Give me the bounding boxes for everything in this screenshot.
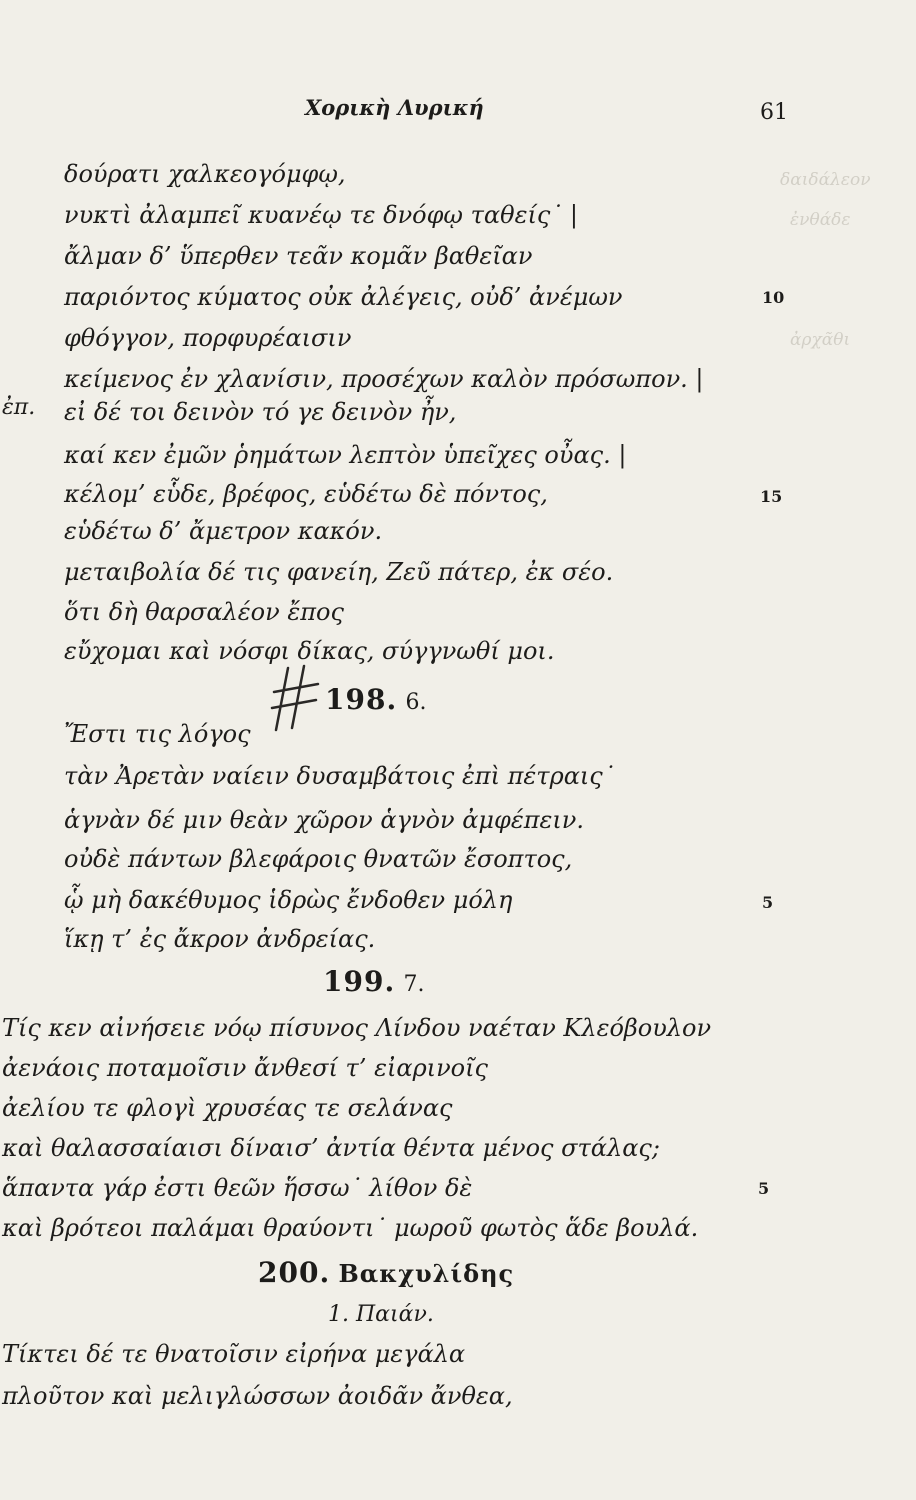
verse-line: καί κεν ἐμῶν ῥημάτων λεπτὸν ὑπεῖχες οὖας. | (64, 441, 627, 469)
section-number: 200. (258, 1256, 331, 1289)
section-heading-199 (323, 965, 424, 998)
verse-line: ἄλμαν δ’ ὕπερθεν τεᾶν κομᾶν βαθεῖαν (64, 242, 533, 270)
verse-line: κέλομ’ εὗδε, βρέφος, εὑδέτω δὲ πόντος, (64, 480, 548, 508)
verse-line: καὶ βρότεοι παλάμαι θραύοντι˙ μωροῦ φωτὸς ἅδε βουλά. (2, 1214, 699, 1242)
verse-line: οὐδὲ πάντων βλεφάροις θνατῶν ἔσοπτος, (64, 845, 573, 873)
verse-line: κείμενος ἐν χλανίσιν, προσέχων καλὸν πρόσωπον. | (64, 365, 704, 393)
line-number: 15 (760, 487, 783, 506)
bleed-through-text: ἀρχᾶθι (790, 330, 851, 350)
verse-line: καὶ θαλασσαίαισι δίναισ’ ἀντία θέντα μένος στάλας; (2, 1134, 660, 1162)
bleed-through-text: ἐνθάδε (790, 210, 851, 230)
poem-subtitle: 1. Παιάν. (328, 1302, 434, 1327)
verse-line: ἀελίου τε φλογὶ χρυσέας τε σελάνας (2, 1094, 453, 1122)
verse-line: μεταιβολία δέ τις φανείη, Ζεῦ πάτερ, ἐκ σέο. (64, 558, 614, 586)
epode-margin-label: ἐπ. (2, 395, 36, 420)
verse-line: ὅτι δὴ θαρσαλέον ἔπος (64, 598, 344, 626)
verse-line: εἰ δέ τοι δεινὸν τό γε δεινὸν ἦν, (64, 398, 457, 426)
page-number: 61 (760, 100, 788, 125)
verse-line: Ἔστι τις λόγος (64, 720, 251, 748)
verse-line: δούρατι χαλκεογόμφῳ, (64, 160, 346, 188)
verse-line: ᾧ μὴ δακέθυμος ἱδρὼς ἔνδοθεν μόλη (64, 886, 513, 914)
section-subnumber: 6. (405, 690, 427, 715)
verse-line: Τίς κεν αἰνήσειε νόῳ πίσυνος Λίνδου ναέταν Κλεόβουλον (2, 1014, 712, 1042)
verse-line: νυκτὶ ἀλαμπεῖ κυανέῳ τε δνόφῳ ταθείς˙ | (64, 201, 579, 229)
verse-line: εὔχομαι καὶ νόσφι δίκας, σύγγνωθί μοι. (64, 637, 555, 665)
verse-line: Τίκτει δέ τε θνατοῖσιν εἰρήνα μεγάλα (2, 1340, 466, 1368)
line-number: 10 (762, 288, 785, 307)
bleed-through-text: δαιδάλεον (780, 170, 871, 190)
running-header: Χορικὴ Λυρική (305, 95, 484, 120)
section-subnumber: 7. (403, 972, 425, 997)
handwritten-hash-mark (270, 664, 320, 734)
verse-line: ἁγνὰν δέ μιν θεὰν χῶρον ἁγνὸν ἀμφέπειν. (64, 806, 584, 834)
verse-line: ἵκῃ τ’ ἐς ἄκρον ἀνδρείας. (64, 925, 376, 953)
verse-line: ἀενάοις ποταμοῖσιν ἄνθεσί τ’ εἰαρινοῖς (2, 1054, 488, 1082)
line-number: 5 (758, 1179, 770, 1198)
line-number: 5 (762, 893, 774, 912)
section-heading-198 (325, 683, 426, 716)
verse-line: πλοῦτον καὶ μελιγλώσσων ἀοιδᾶν ἄνθεα, (2, 1382, 513, 1410)
section-number: 198. (325, 683, 398, 716)
section-number: 199. (323, 965, 396, 998)
verse-line: ἅπαντα γάρ ἐστι θεῶν ἥσσω˙ λίθον δὲ (2, 1174, 473, 1202)
verse-line: εὑδέτω δ’ ἄμετρον κακόν. (64, 517, 383, 545)
verse-line: φθόγγον, πορφυρέαισιν (64, 324, 352, 352)
author-name: Βακχυλίδης (338, 1259, 515, 1288)
section-heading-200 (258, 1256, 514, 1289)
verse-line: τὰν Ἀρετὰν ναίειν δυσαμβάτοις ἐπὶ πέτραις˙ (64, 762, 615, 790)
verse-line: παριόντος κύματος οὐκ ἀλέγεις, οὐδ’ ἀνέμων (64, 283, 623, 311)
